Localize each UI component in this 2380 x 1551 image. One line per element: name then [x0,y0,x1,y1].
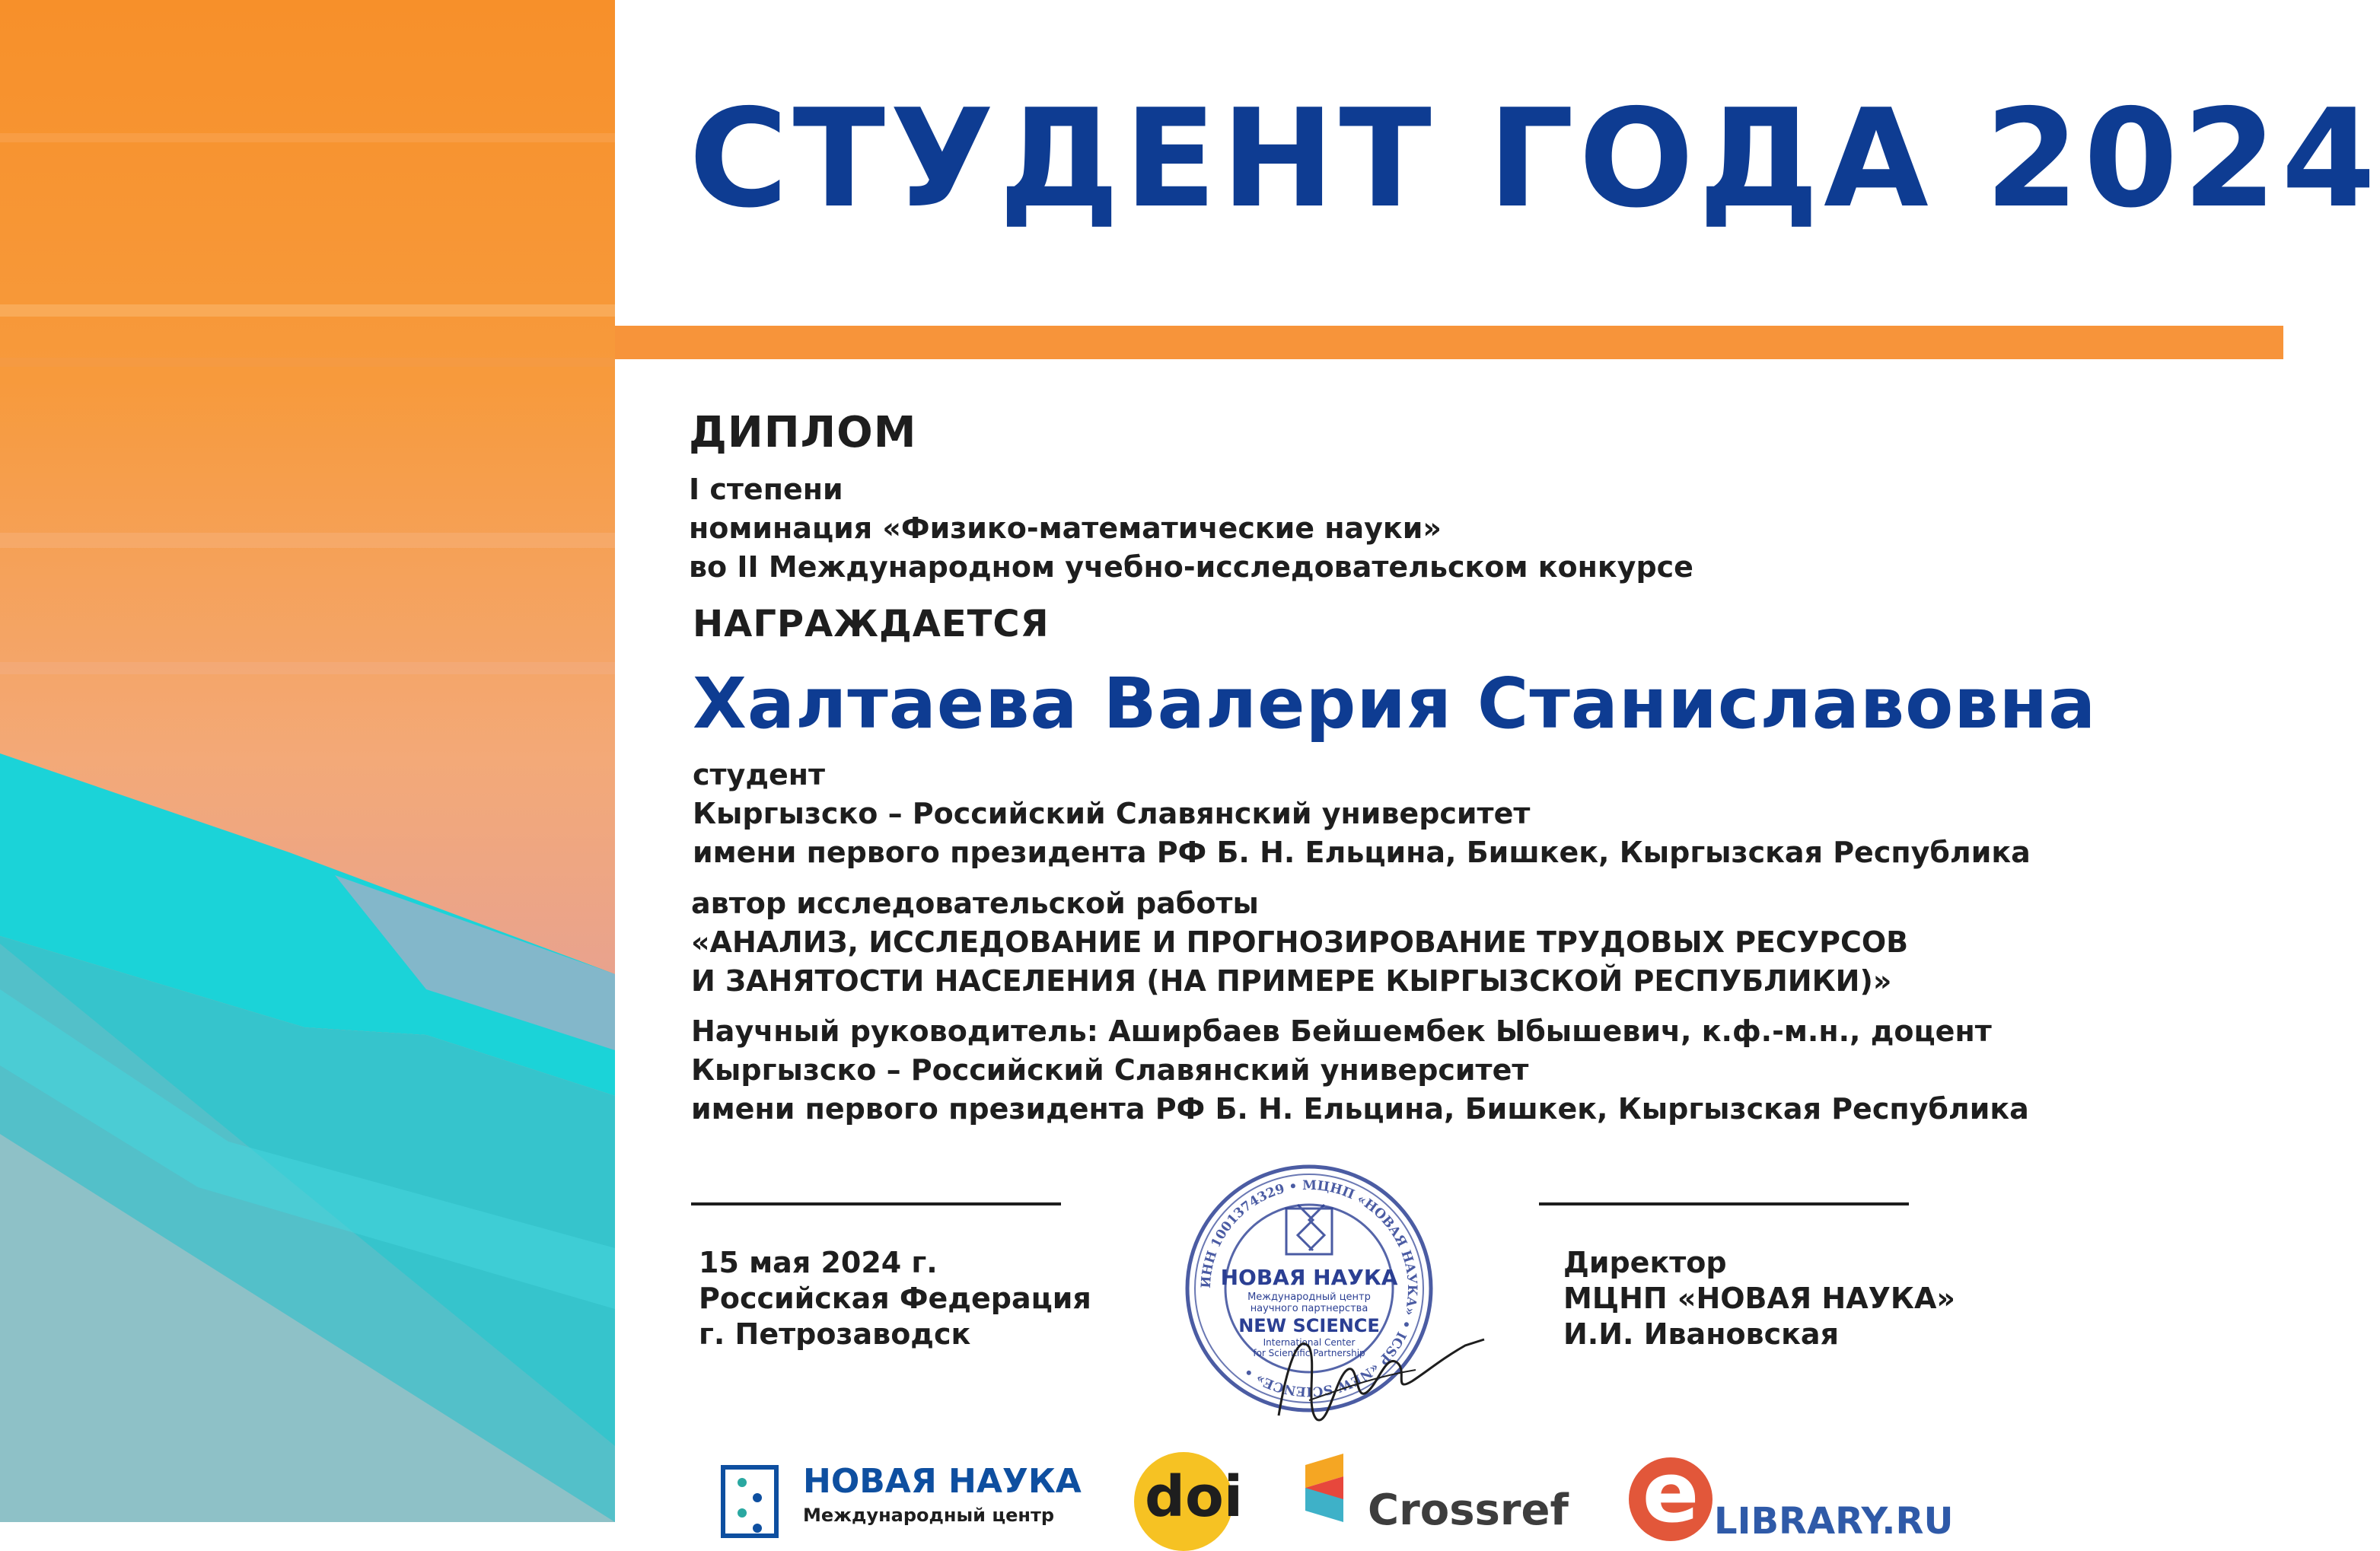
page-title: СТУДЕНТ ГОДА 2024 [689,80,2380,237]
supervisor-line2: Кыргызско – Российский Славянский университет [691,1053,1529,1087]
work-title-line2: И ЗАНЯТОСТИ НАСЕЛЕНИЯ (НА ПРИМЕРЕ КЫРГЫЗСКОЙ РЕСПУБЛИКИ)» [691,964,1892,998]
diploma-details [689,470,1693,587]
recipient-university-line1: Кыргызско – Российский Славянский университет [693,797,1531,830]
diploma-heading: ДИПЛОМ [689,408,917,457]
decorative-panel [0,0,615,1522]
diploma-nomination: номинация «Физико-математические науки» [689,511,1442,545]
date-place-block [699,1245,1091,1352]
recipient-status: студент [693,758,826,791]
elibrary-e-icon: e [1629,1457,1713,1541]
award-city: г. Петрозаводск [699,1317,971,1351]
seal-en-title: NEW SCIENCE [1238,1315,1380,1336]
elibrary-logo [1629,1444,1954,1543]
supervisor-info [691,1012,2029,1129]
work-info [691,884,1908,1001]
seal-sub2: научного партнерства [1250,1303,1368,1314]
director-name: И.И. Ивановская [1563,1317,1839,1351]
director-block [1563,1245,1955,1352]
director-position: Директор [1563,1246,1727,1279]
signature-line-right [1539,1202,1909,1205]
work-label: автор исследовательской работы [691,887,1259,920]
crossref-logo [1298,1450,1572,1535]
seal-ring-text: ИНН 1001374329 • МЦНП «НОВАЯ НАУКА» • ICSP «NEW SCIENCE» • [1198,1177,1420,1400]
director-signature [1263,1286,1492,1438]
recipient-name: Халтаева Валерия Станиславовна [693,663,2097,744]
orange-divider-bar [615,326,2283,359]
seal-sub1: Международный центр [1247,1291,1371,1303]
diploma-contest: во II Международном учебно-исследовательском конкурсе [689,550,1693,584]
novaya-nauka-logo [719,1457,1082,1526]
dna-icon [719,1463,788,1540]
doi-logo [1134,1452,1244,1551]
novaya-nauka-logo-sub: Международный центр [803,1505,1055,1526]
supervisor-line3: имени первого президента РФ Б. Н. Ельцина, Бишкек, Кыргызская Республика [691,1092,2029,1126]
awarded-label: НАГРАЖДАЕТСЯ [693,603,1050,645]
director-org: МЦНП «НОВАЯ НАУКА» [1563,1282,1955,1315]
recipient-info [693,756,2031,872]
award-country: Российская Федерация [699,1282,1091,1315]
crossref-logo-text: Crossref [1368,1486,1569,1535]
elibrary-logo-text: LIBRARY.RU [1714,1500,1954,1543]
diploma-degree: I степени [689,473,843,506]
supervisor-line1: Научный руководитель: Аширбаев Бейшембек Ыбышевич, к.ф.-м.н., доцент [691,1014,1992,1048]
decorative-shapes [0,0,615,1522]
seal-en-sub2: for Scientific Partnership [1253,1348,1365,1358]
work-title-line1: «АНАЛИЗ, ИССЛЕДОВАНИЕ И ПРОГНОЗИРОВАНИЕ ТРУДОВЫХ РЕСУРСОВ [691,925,1909,959]
award-date: 15 мая 2024 г. [699,1246,938,1279]
doi-logo-text: doi [1145,1464,1244,1530]
seal-title: НОВАЯ НАУКА [1220,1265,1398,1290]
recipient-university-line2: имени первого президента РФ Б. Н. Ельцина, Бишкек, Кыргызская Республика [693,836,2031,869]
novaya-nauka-logo-name: НОВАЯ НАУКА [803,1462,1082,1501]
crossref-icon [1298,1450,1366,1522]
seal-en-sub1: International Center [1263,1337,1356,1348]
signature-line-left [691,1202,1061,1205]
